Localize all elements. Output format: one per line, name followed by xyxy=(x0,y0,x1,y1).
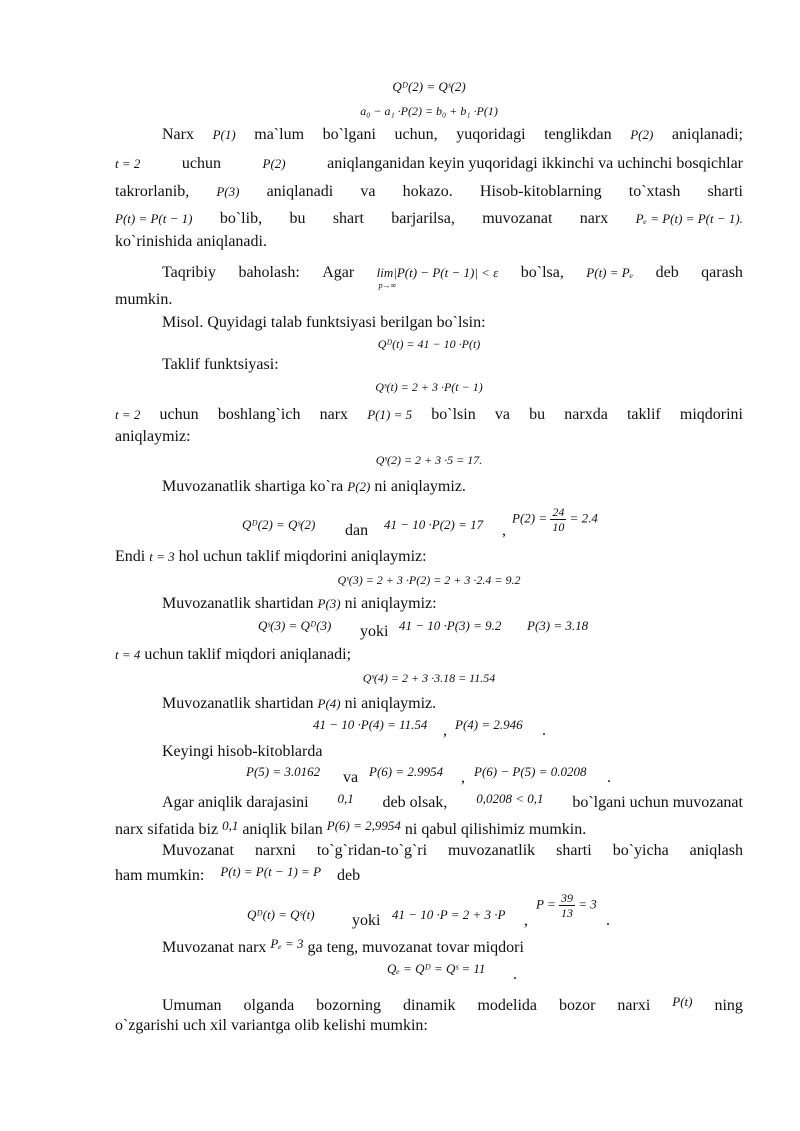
eq-p5: P(5) = 3.0162 xyxy=(246,764,321,779)
eq-p2-dan: dan xyxy=(345,522,369,539)
eq-equilibrium-quantity-dot: . xyxy=(513,966,517,983)
eq-p6-minus-p5: P(6) − P(5) = 0.0208 xyxy=(474,764,587,779)
paragraph-1-line-4: P(t) = P(t − 1) bo`lib, bu shart barjarilsa, muvozanat narx Pₑ = P(t) = P(t − 1). xyxy=(115,210,743,227)
endi-line: Endi t = 3 hol uchun taklif miqdorini aniqlaymiz: xyxy=(115,548,427,565)
paragraph-6-line-1: Umuman olganda bozorning dinamik modelida bozor narxi P(t) ning xyxy=(162,994,743,1014)
paragraph-4-line-1: Agar aniqlik darajasini 0,1 deb olsak, 0,0208 < 0,1 bo`lgani uchun muvozanat xyxy=(162,791,743,811)
eq-p2-comma: , xyxy=(502,522,506,539)
eq-final-dot: . xyxy=(606,912,610,929)
equation-supply-3: Qˢ(3) = 2 + 3 ·P(2) = 2 + 3 ·2.4 = 9.2 xyxy=(337,573,521,587)
eq-p4-result: P(4) = 2.946 xyxy=(455,717,523,732)
eq-equilibrium-quantity: Qₑ = Qᴰ = Qˢ = 11 xyxy=(387,961,486,976)
equation-supply-2: Qˢ(2) = 2 + 3 ·5 = 17. xyxy=(375,453,483,467)
paragraph-3-line-1: t = 2 uchun boshlang`ich narx P(1) = 5 bo`lsin va bu narxda taklif miqdorini xyxy=(115,406,743,423)
muvozanat-line-1: Muvozanatlik shartiga ko`ra P(2) ni aniqlaymiz. xyxy=(162,478,466,495)
keyingi-line: Keyingi hisob-kitoblarda xyxy=(162,743,323,760)
eq-p56-comma: , xyxy=(461,769,465,786)
equation-equilibrium: Qᴰ(2) = Qˢ(2) xyxy=(392,79,466,94)
eq-p56-va: va xyxy=(343,769,359,786)
eq-p2-condition: Qᴰ(2) = Qˢ(2) xyxy=(242,517,316,532)
eq-p3-yoki: yoki xyxy=(360,623,389,640)
paragraph-6-line-2: o`zgarishi uch xil variantga olib kelishi mumkin: xyxy=(115,1017,428,1034)
eq-p4-comma: , xyxy=(443,722,447,739)
eq-p2-fraction: P(2) = $\frac{24}{10}$ = 2.4 xyxy=(512,505,598,534)
eq-final-equation: 41 − 10 ·P = 2 + 3 ·P xyxy=(392,907,506,922)
eq-p3-equation: 41 − 10 ·P(3) = 9.2 xyxy=(399,618,502,633)
paragraph-5-line-1: Muvozanat narxni to`g`ridan-to`g`ri muvozanatlik sharti bo`yicha aniqlash xyxy=(162,842,743,859)
eq-p56-dot: . xyxy=(607,769,611,786)
t4-line: t = 4 uchun taklif miqdori aniqlanadi; xyxy=(115,646,352,663)
paragraph-1-line-3: takrorlanib, P(3) aniqlanadi va hokazo. Hisob-kitoblarning to`xtash sharti xyxy=(115,183,743,200)
paragraph-1-line-1: Narx P(1) ma`lum bo`lgani uchun, yuqoridagi tenglikdan P(2) aniqlanadi; xyxy=(162,126,743,143)
paragraph-3-line-2: aniqlaymiz: xyxy=(115,428,191,445)
eq-p6: P(6) = 2.9954 xyxy=(369,764,444,779)
eq-p2-equation: 41 − 10 ·P(2) = 17 xyxy=(384,517,484,532)
equation-supply: Qˢ(t) = 2 + 3 ·P(t − 1) xyxy=(375,380,483,394)
muvozanat-line-2: Muvozanatlik shartidan P(3) ni aniqlaymiz: xyxy=(162,595,437,612)
eq-p4-equation: 41 − 10 ·P(4) = 11.54 xyxy=(313,717,428,732)
paragraph-1-line-5: ko`rinishida aniqlanadi. xyxy=(115,233,267,250)
eq-p3-condition: Qˢ(3) = Qᴰ(3) xyxy=(258,618,332,633)
eq-p4-dot: . xyxy=(542,722,546,739)
eq-final-fraction: P = $\frac{39}{13}$ = 3 xyxy=(536,891,597,920)
eq-p3-result: P(3) = 3.18 xyxy=(527,618,589,633)
paragraph-5-line-2: ham mumkin: $^{P(t) = P(t - 1) = P}$ deb xyxy=(115,864,361,884)
equation-supply-4: Qˢ(4) = 2 + 3 ·3.18 = 11.54 xyxy=(362,671,496,685)
paragraph-2-line-2: mumkin. xyxy=(115,291,173,308)
paragraph-4-line-2: narx sifatida biz $^{0,1}$ aniqlik bilan $^{P(6) = 2,9954}$ ni qabul qilishimiz mumkin. xyxy=(115,818,587,838)
taklif-heading: Taklif funktsiyasi: xyxy=(162,356,279,373)
muvozanat-line-3: Muvozanatlik shartidan P(4) ni aniqlaymiz. xyxy=(162,695,437,712)
paragraph-1-line-2: t = 2 uchun P(2) aniqlanganidan keyin yuqoridagi ikkinchi va uchinchi bosqichlar xyxy=(115,155,743,172)
misol-text: Misol. Quyidagi talab funktsiyasi berilgan bo`lsin: xyxy=(162,314,486,331)
eq-final-condition: Qᴰ(t) = Qˢ(t) xyxy=(247,907,315,922)
paragraph-2-line-1: Taqribiy baholash: Agar lim|P(t) − P(t − 1)| < ε p→∞ bo`lsa, P(t) = Pₑ deb qarash xyxy=(162,264,743,290)
limit-expression: lim|P(t) − P(t − 1)| < ε p→∞ xyxy=(376,265,499,290)
eq-final-comma: , xyxy=(524,912,528,929)
eq-final-yoki: yoki xyxy=(352,912,381,929)
equation-coefficients: a₀ − a₁ ·P(2) = b₀ + b₁ ·P(1) xyxy=(360,104,498,118)
muvozanat-narx-line: Muvozanat narx $^{P_e = 3}$ ga teng, muvozanat tovar miqdori xyxy=(162,936,524,956)
equation-demand: Qᴰ(t) = 41 − 10 ·P(t) xyxy=(377,337,481,351)
